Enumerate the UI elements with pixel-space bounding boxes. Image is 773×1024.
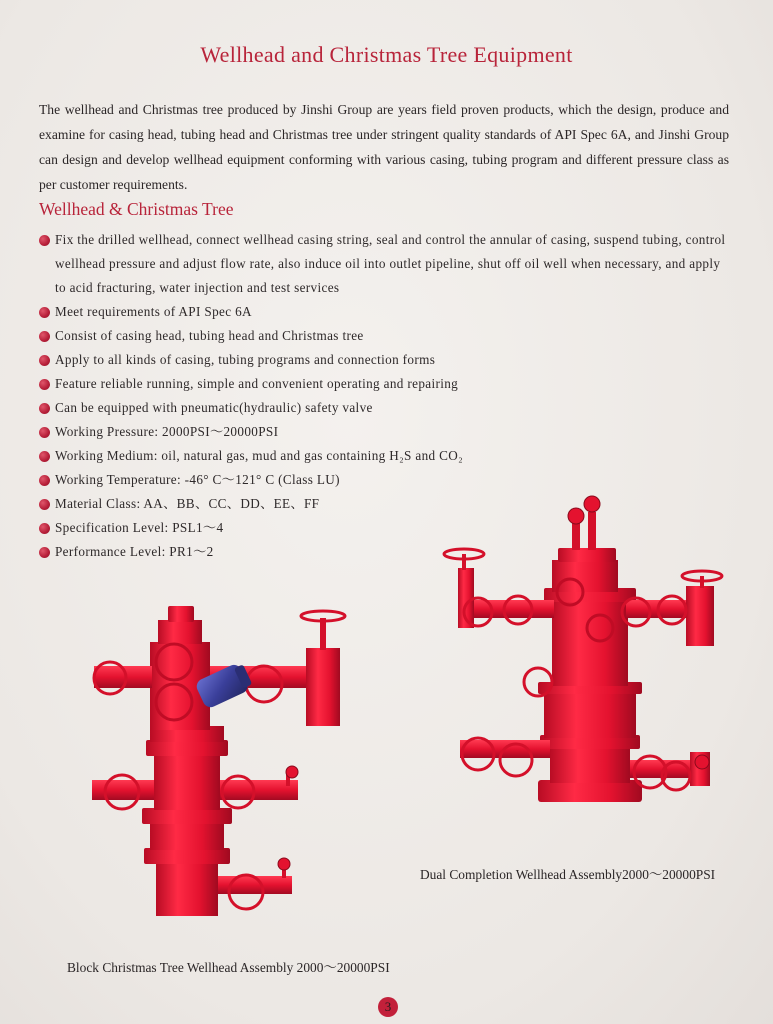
feature-item (39, 228, 729, 300)
section-heading: Wellhead & Christmas Tree (39, 199, 234, 219)
feature-item (39, 444, 729, 468)
feature-item (39, 372, 729, 396)
bullet-icon (39, 379, 50, 390)
bullet-icon (39, 235, 50, 246)
feature-text: Performance Level: PR1～2 (55, 544, 214, 559)
bullet-icon (39, 451, 50, 462)
dual-completion-caption: Dual Completion Wellhead Assembly2000～20000PSI (420, 867, 716, 882)
feature-text: Specification Level: PSL1～4 (55, 520, 224, 535)
intro-paragraph: The wellhead and Christmas tree produced by Jinshi Group are years field proven products, which the design, produce and examine for casing head, tubing head and Christmas tree under stringent quality standards of API Spec 6A, and Jinshi Group can design and develop wellhead equipment conforming with various casing, tubing program and different pressure class as per customer requirements. (39, 102, 729, 192)
feature-item (39, 396, 729, 420)
dual-completion-wellhead-illustration (440, 490, 730, 820)
block-christmas-tree-illustration (88, 602, 350, 920)
bullet-icon (39, 403, 50, 414)
bullet-icon (39, 355, 50, 366)
page-title: Wellhead and Christmas Tree Equipment (200, 42, 573, 67)
feature-text: Working Pressure: 2000PSI～20000PSI (55, 424, 279, 439)
feature-item (39, 420, 729, 444)
bullet-icon (39, 307, 50, 318)
bullet-icon (39, 427, 50, 438)
feature-item (39, 324, 729, 348)
bullet-icon (39, 499, 50, 510)
page-number-badge: 3 (378, 997, 398, 1017)
feature-text: Can be equipped with pneumatic(hydraulic) safety valve (55, 400, 373, 415)
feature-text: Meet requirements of API Spec 6A (55, 304, 252, 319)
bullet-icon (39, 547, 50, 558)
feature-text: Working Medium: oil, natural gas, mud and gas containing H₂S and CO₂ (55, 448, 464, 463)
feature-text: Fix the drilled wellhead, connect wellhead casing string, seal and control the annular of casing, suspend tubing, control wellhead pressure and adjust flow rate, also induce oil into outlet pipeline, shut off oil well when necessary, and apply to acid fracturing, water injection and test services (55, 232, 726, 295)
feature-text: Working Temperature: -46° C～121° C (Class LU) (55, 472, 340, 487)
bullet-icon (39, 475, 50, 486)
feature-text: Material Class: AA、BB、CC、DD、EE、FF (55, 496, 320, 511)
feature-item (39, 348, 729, 372)
block-tree-caption: Block Christmas Tree Wellhead Assembly 2000～20000PSI (67, 960, 390, 975)
feature-item (39, 468, 729, 492)
bullet-icon (39, 331, 50, 342)
bullet-icon (39, 523, 50, 534)
feature-text: Consist of casing head, tubing head and Christmas tree (55, 328, 364, 343)
feature-text: Apply to all kinds of casing, tubing programs and connection forms (55, 352, 436, 367)
feature-text: Feature reliable running, simple and convenient operating and repairing (55, 376, 459, 391)
feature-item (39, 300, 729, 324)
